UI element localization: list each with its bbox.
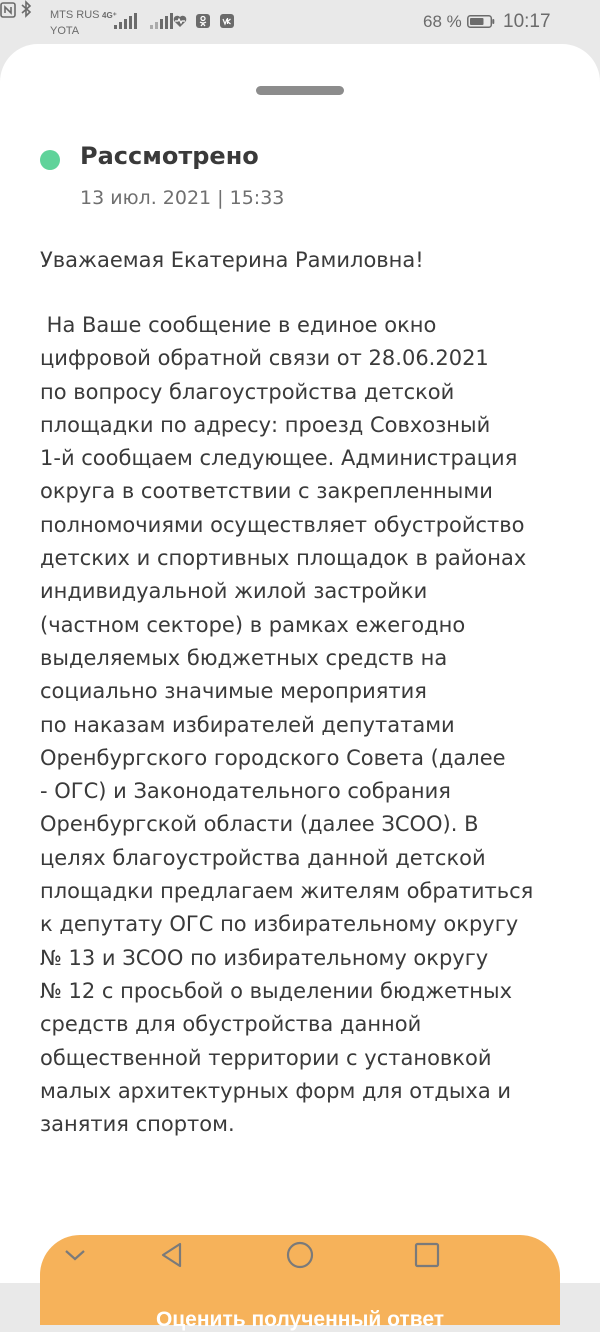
carrier-name: MTS RUS bbox=[50, 9, 100, 21]
message-line: Оренбургского городского Совета (далее bbox=[40, 745, 506, 770]
message-body bbox=[40, 309, 580, 1141]
status-bar bbox=[0, 0, 600, 44]
bluetooth-icon bbox=[20, 0, 32, 18]
carrier-name-secondary: YOTA bbox=[50, 25, 80, 37]
message-line: На Ваше сообщение в единое окно bbox=[40, 313, 437, 337]
message-line: выделяемых бюджетных средств на bbox=[40, 645, 448, 670]
network-type: 4G⁺ bbox=[102, 11, 117, 20]
message-line: 1-й сообщаем следующее. Администрация bbox=[40, 446, 518, 471]
message-line: № 13 и ЗСОО по избирательному округу bbox=[40, 945, 489, 970]
message-line: целях благоустройства данной детской bbox=[40, 845, 486, 870]
message-line: Оренбургской области (далее ЗСОО). В bbox=[40, 812, 479, 837]
message-line: общественной территории с установкой bbox=[40, 1045, 492, 1070]
message-line: индивидуальной жилой застройки bbox=[40, 579, 428, 604]
message-line: № 12 с просьбой о выделении бюджетных bbox=[40, 978, 513, 1003]
greeting-text: Уважаемая Екатерина Рамиловна! bbox=[40, 248, 424, 272]
message-line: малых архитектурных форм для отдыха и bbox=[40, 1078, 512, 1103]
message-line: детских и спортивных площадок в районах bbox=[40, 546, 527, 571]
home-icon[interactable] bbox=[280, 1235, 320, 1275]
battery-icon bbox=[467, 15, 495, 28]
odnoklassniki-icon bbox=[196, 14, 210, 28]
vk-icon bbox=[220, 14, 234, 28]
clock: 10:17 bbox=[503, 11, 551, 32]
message-line: полномочиями осуществляет обустройство bbox=[40, 512, 525, 537]
message-line: по наказам избирателей депутатами bbox=[40, 712, 455, 737]
system-navigation-bar bbox=[0, 1227, 600, 1283]
message-line: к депутату ОГС по избирательному округу bbox=[40, 912, 519, 937]
message-line: социально значимые мероприятия bbox=[40, 679, 427, 704]
battery-percent: 68 % bbox=[423, 12, 462, 31]
message-line: цифровой обратной связи от 28.06.2021 bbox=[40, 346, 489, 371]
rate-answer-button-label: Оценить полученный ответ bbox=[155, 1308, 445, 1331]
message-line: по вопросу благоустройства детской bbox=[40, 379, 455, 404]
status-indicator-dot bbox=[40, 150, 60, 170]
back-icon[interactable] bbox=[152, 1235, 192, 1275]
heart-pulse-icon bbox=[173, 14, 187, 28]
message-line: округа в соответствии с закрепленными bbox=[40, 479, 493, 504]
message-line: площадки предлагаем жителям обратиться bbox=[40, 879, 534, 904]
signal-icon bbox=[114, 13, 137, 29]
message-line: средств для обустройства данной bbox=[40, 1012, 422, 1037]
message-line: занятия спортом. bbox=[40, 1112, 235, 1137]
signal-icon bbox=[150, 13, 173, 29]
response-sheet bbox=[0, 44, 600, 1331]
recent-apps-icon[interactable] bbox=[407, 1235, 447, 1275]
message-line: площадки по адресу: проезд Совхозный bbox=[40, 412, 491, 437]
nfc-icon bbox=[0, 2, 16, 18]
message-line: - ОГС) и Законодательного собрания bbox=[40, 779, 451, 804]
message-line: (частном секторе) в рамках ежегодно bbox=[40, 612, 466, 637]
drag-handle[interactable] bbox=[256, 86, 344, 95]
response-status: Рассмотрено bbox=[80, 142, 259, 170]
response-date: 13 июл. 2021 | 15:33 bbox=[80, 187, 285, 209]
chevron-down-icon[interactable] bbox=[55, 1235, 95, 1275]
